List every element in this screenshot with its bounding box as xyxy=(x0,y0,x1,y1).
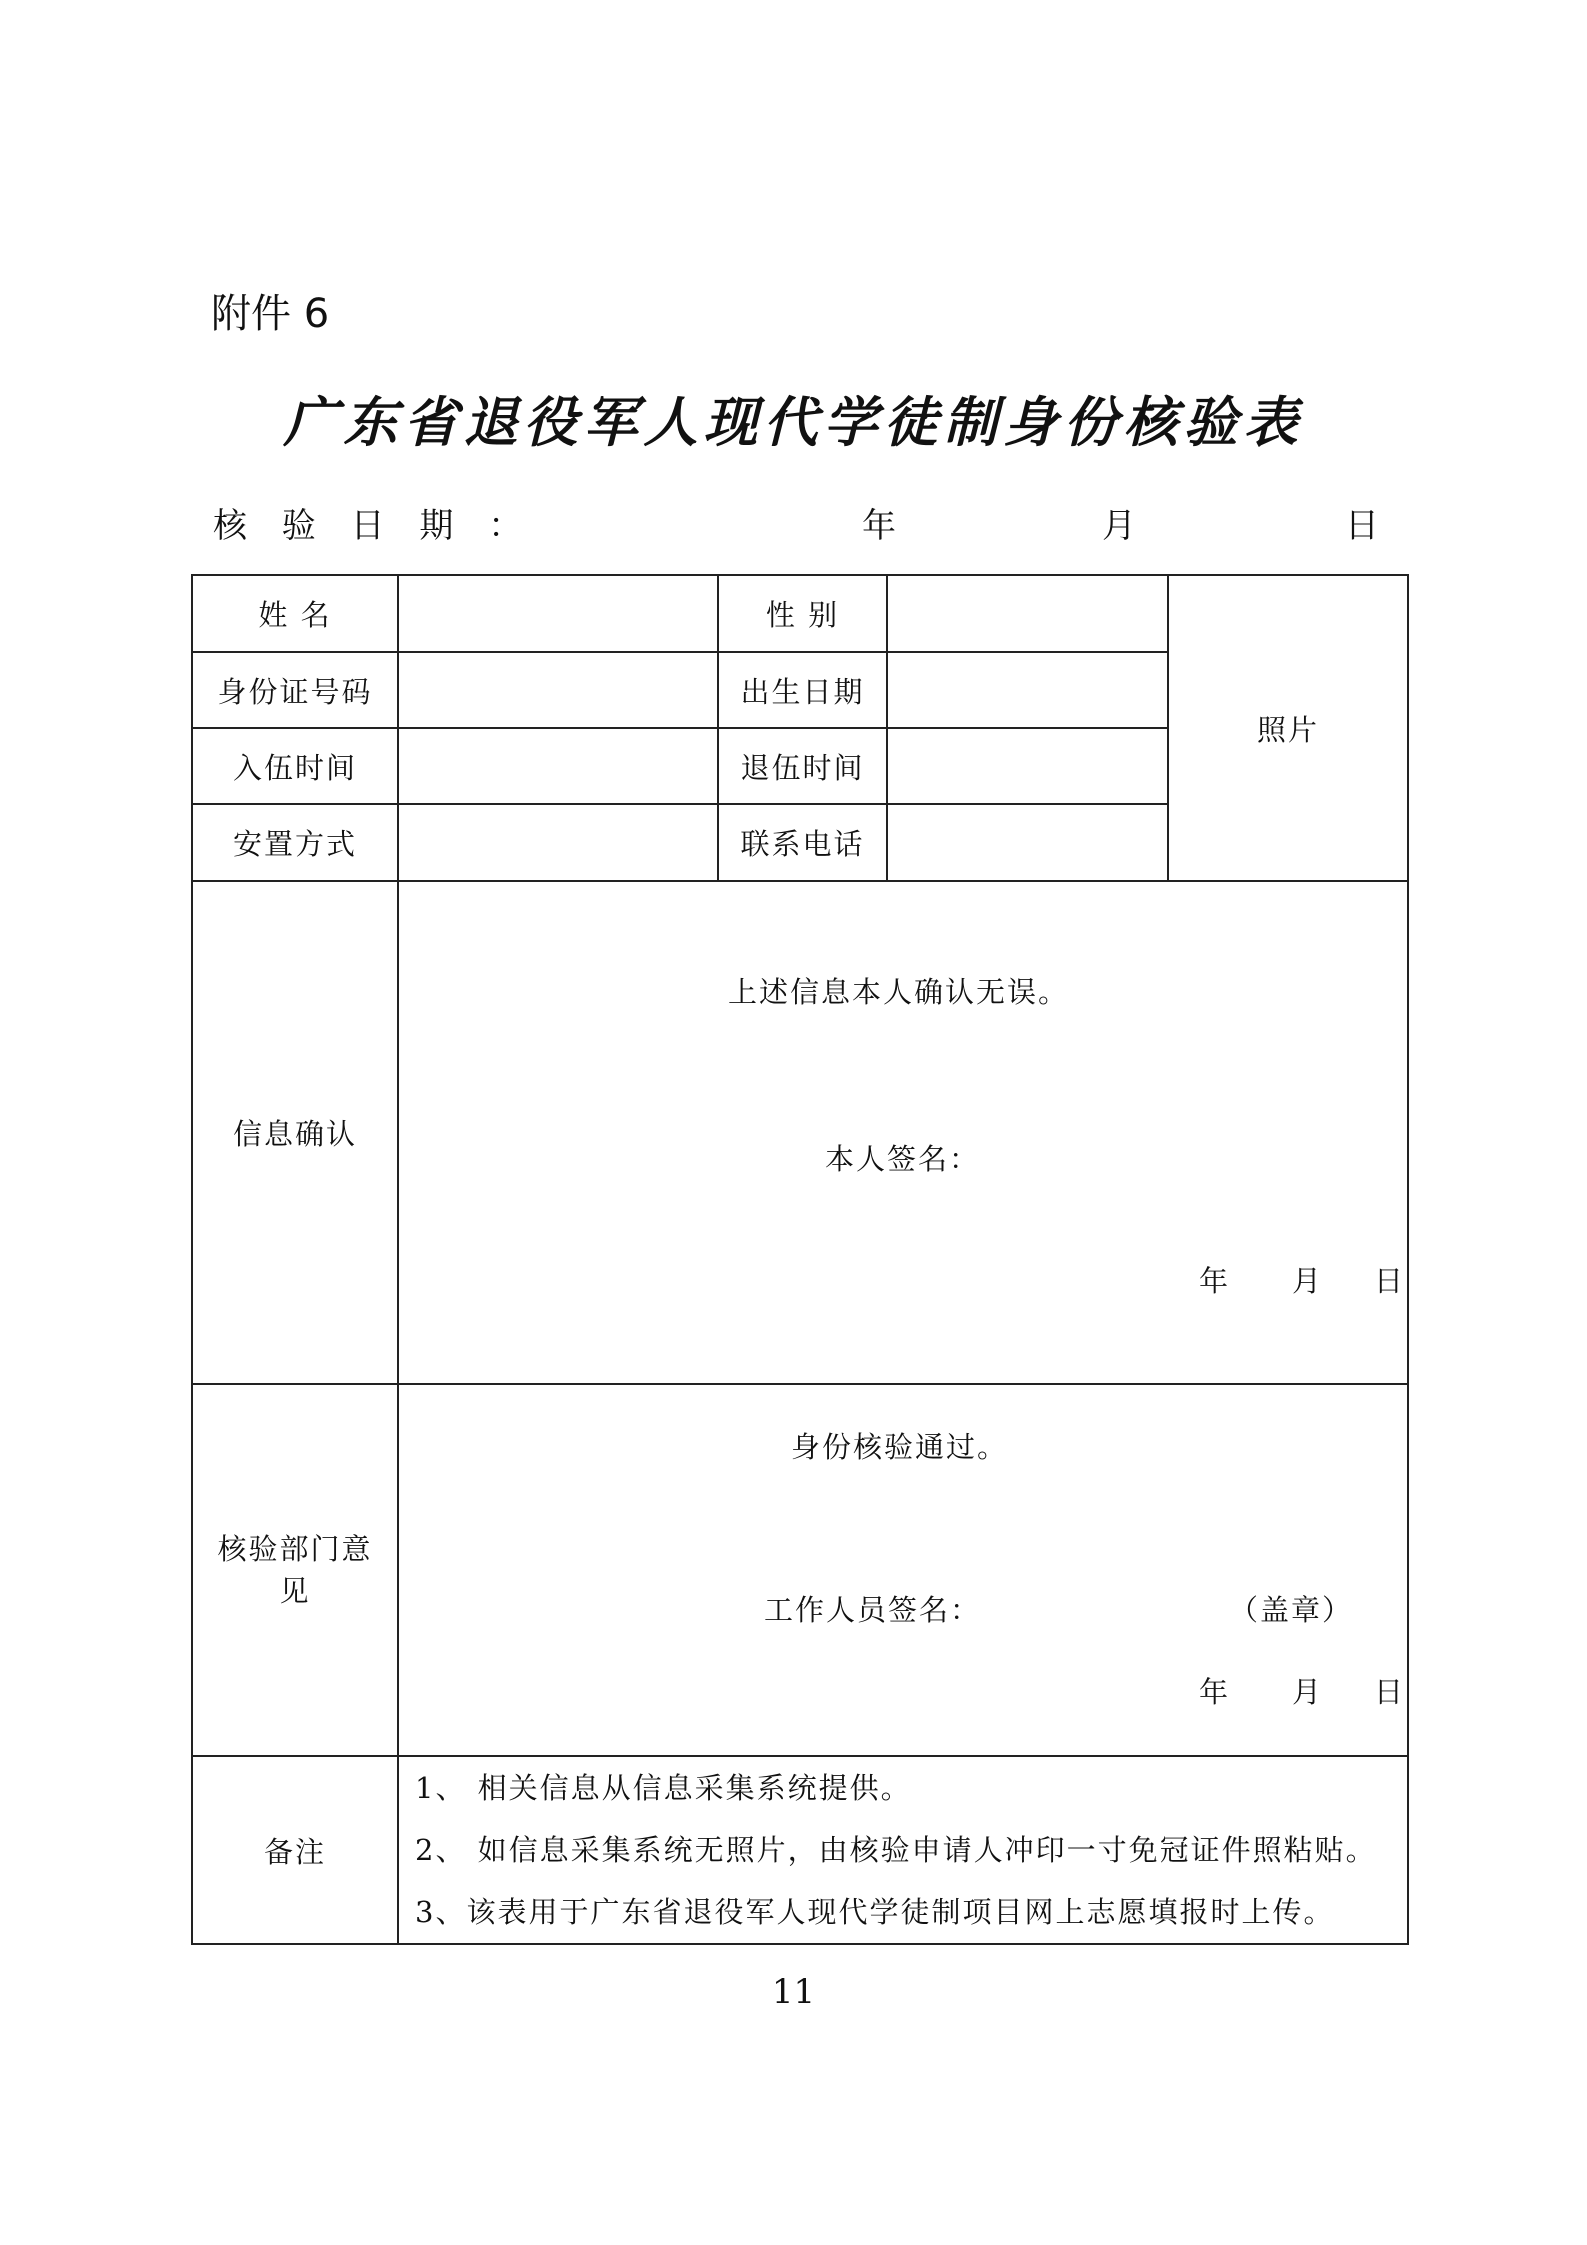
remarks-list xyxy=(398,1756,1408,1944)
id-number-value[interactable] xyxy=(398,652,718,728)
dept-opinion-year: 年 xyxy=(1199,1675,1231,1709)
name-label: 姓 名 xyxy=(192,575,398,652)
info-confirm-month: 月 xyxy=(1292,1264,1324,1298)
info-confirm-year: 年 xyxy=(1199,1264,1231,1298)
check-date-month: 月 xyxy=(1102,506,1136,546)
form-title: 广东省退役军人现代学徒制身份核验表 xyxy=(283,390,1304,454)
dept-opinion-label-line1: 核验部门意 xyxy=(217,1532,373,1566)
phone-label: 联系电话 xyxy=(718,804,887,881)
info-confirm-signature: 本人签名： xyxy=(825,1142,981,1176)
dept-opinion-label-line2: 见 xyxy=(279,1574,311,1608)
dept-opinion-statement: 身份核验通过。 xyxy=(791,1430,1009,1464)
enlist-time-value[interactable] xyxy=(398,728,718,804)
name-value[interactable] xyxy=(398,575,718,652)
discharge-time-label: 退伍时间 xyxy=(718,728,887,804)
birth-date-label: 出生日期 xyxy=(718,652,887,728)
discharge-time-value[interactable] xyxy=(887,728,1168,804)
verification-form-table xyxy=(191,574,1409,1945)
info-confirm-statement: 上述信息本人确认无误。 xyxy=(728,975,1070,1009)
info-confirm-day: 日 xyxy=(1374,1264,1406,1298)
attachment-label: 附件 6 xyxy=(211,291,330,337)
placement-value[interactable] xyxy=(398,804,718,881)
remark-item: 2、 如信息采集系统无照片，由核验申请人冲印一寸免冠证件照粘贴。 xyxy=(415,1833,1377,1867)
remarks-label: 备注 xyxy=(192,1756,398,1944)
check-date-label: 核 验 日 期 ： xyxy=(213,506,535,546)
info-confirm-label: 信息确认 xyxy=(192,881,398,1384)
phone-value[interactable] xyxy=(887,804,1168,881)
birth-date-value[interactable] xyxy=(887,652,1168,728)
enlist-time-label: 入伍时间 xyxy=(192,728,398,804)
dept-opinion-seal: （盖章） xyxy=(1229,1593,1354,1627)
gender-value[interactable] xyxy=(887,575,1168,652)
page-number: 11 xyxy=(771,1972,816,2012)
dept-opinion-signature: 工作人员签名： xyxy=(764,1593,982,1627)
dept-opinion-day: 日 xyxy=(1374,1675,1406,1709)
dept-opinion-area[interactable] xyxy=(398,1384,1408,1756)
dept-opinion-label xyxy=(192,1384,398,1756)
remark-item: 1、 相关信息从信息采集系统提供。 xyxy=(415,1771,912,1805)
photo-box[interactable]: 照片 xyxy=(1168,575,1408,881)
id-number-label: 身份证号码 xyxy=(192,652,398,728)
info-confirm-area[interactable] xyxy=(398,881,1408,1384)
placement-label: 安置方式 xyxy=(192,804,398,881)
check-date-year: 年 xyxy=(862,506,896,546)
dept-opinion-month: 月 xyxy=(1292,1675,1324,1709)
remark-item: 3、该表用于广东省退役军人现代学徒制项目网上志愿填报时上传。 xyxy=(415,1895,1335,1929)
gender-label: 性 别 xyxy=(718,575,887,652)
check-date-day: 日 xyxy=(1345,506,1379,546)
